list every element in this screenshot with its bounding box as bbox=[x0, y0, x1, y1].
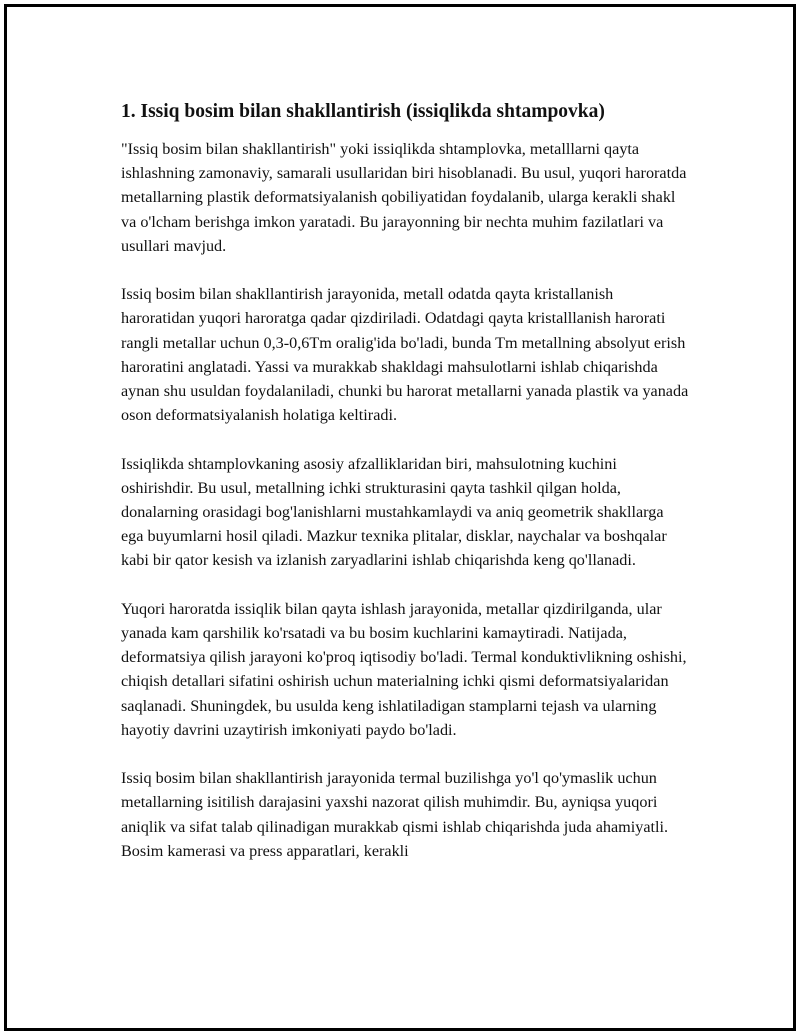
document-body bbox=[121, 99, 689, 887]
paragraph-1: "Issiq bosim bilan shakllantirish" yoki issiqlikda shtamplovka, metalllarni qayta ishlashning zamonaviy, samarali usullaridan biri hisoblanadi. Bu usul, yuqori haroratda metallarning plastik deformatsiyalanish qobiliyatidan foydalanib, ularga kerakli shakl va o'lcham berishga imkon yaratadi. Bu jarayonning bir nechta muhim fazilatlari va usullari mavjud. bbox=[121, 140, 687, 255]
paragraph-4: Yuqori haroratda issiqlik bilan qayta ishlash jarayonida, metallar qizdirilganda, ular yanada kam qarshilik ko'rsatadi va bu bosim kuchlarini kamaytiradi. Natijada, deformatsiya qilish jarayoni ko'proq iqtisodiy bo'ladi. Termal konduktivlikning oshishi, chiqish detallari sifatini oshirish uchun materialning ichki qismi deformatsiyalaridan saqlanadi. Shuningdek, bu usulda keng ishlatiladigan stamplarni tejash va ularning hayotiy davrini uzaytirish imkoniyati paydo bo'ladi. bbox=[121, 599, 687, 739]
paragraph-5: Issiq bosim bilan shakllantirish jarayonida termal buzilishga yo'l qo'ymaslik uchun metallarning isitilish darajasini yaxshi nazorat qilish muhimdir. Bu, ayniqsa yuqori aniqlik va sifat talab qilinadigan murakkab qismi ishlab chiqarishda juda ahamiyatli. Bosim kamerasi va press apparatlari, kerakli bbox=[121, 769, 669, 860]
paragraph-3: Issiqlikda shtamplovkaning asosiy afzalliklaridan biri, mahsulotning kuchini oshirishdir. Bu usul, metallning ichki strukturasini qayta tashkil qilgan holda, donalarning orasidagi bog'lanishlarni mustahkamlaydi va aniq geometrik shakllarga ega buyumlarni hosil qiladi. Mazkur texnika plitalar, disklar, naychalar va boshqalar kabi bir qator kesish va izlanish zaryadlarini ishlab chiqarishda keng qo'llanadi. bbox=[121, 454, 667, 570]
page-frame bbox=[4, 4, 796, 1031]
paragraph-2: Issiq bosim bilan shakllantirish jarayonida, metall odatda qayta kristallanish haroratidan yuqori haroratga qadar qizdiriladi. Odatdagi qayta kristalllanish harorati rangli metallar uchun 0,3-0,6Tm oralig'ida bo'ladi, bunda Tm metallning absolyut erish haroratini anglatadi. Yassi va murakkab shakldagi mahsulotlarni ishlab chiqarishda aynan shu usuldan foydalaniladi, chunki bu harorat metallarni yanada plastik va yanada oson deformatsiyalanish holatiga keltiradi. bbox=[121, 285, 689, 425]
section-heading: 1. Issiq bosim bilan shakllantirish (issiqlikda shtampovka) bbox=[121, 101, 605, 122]
